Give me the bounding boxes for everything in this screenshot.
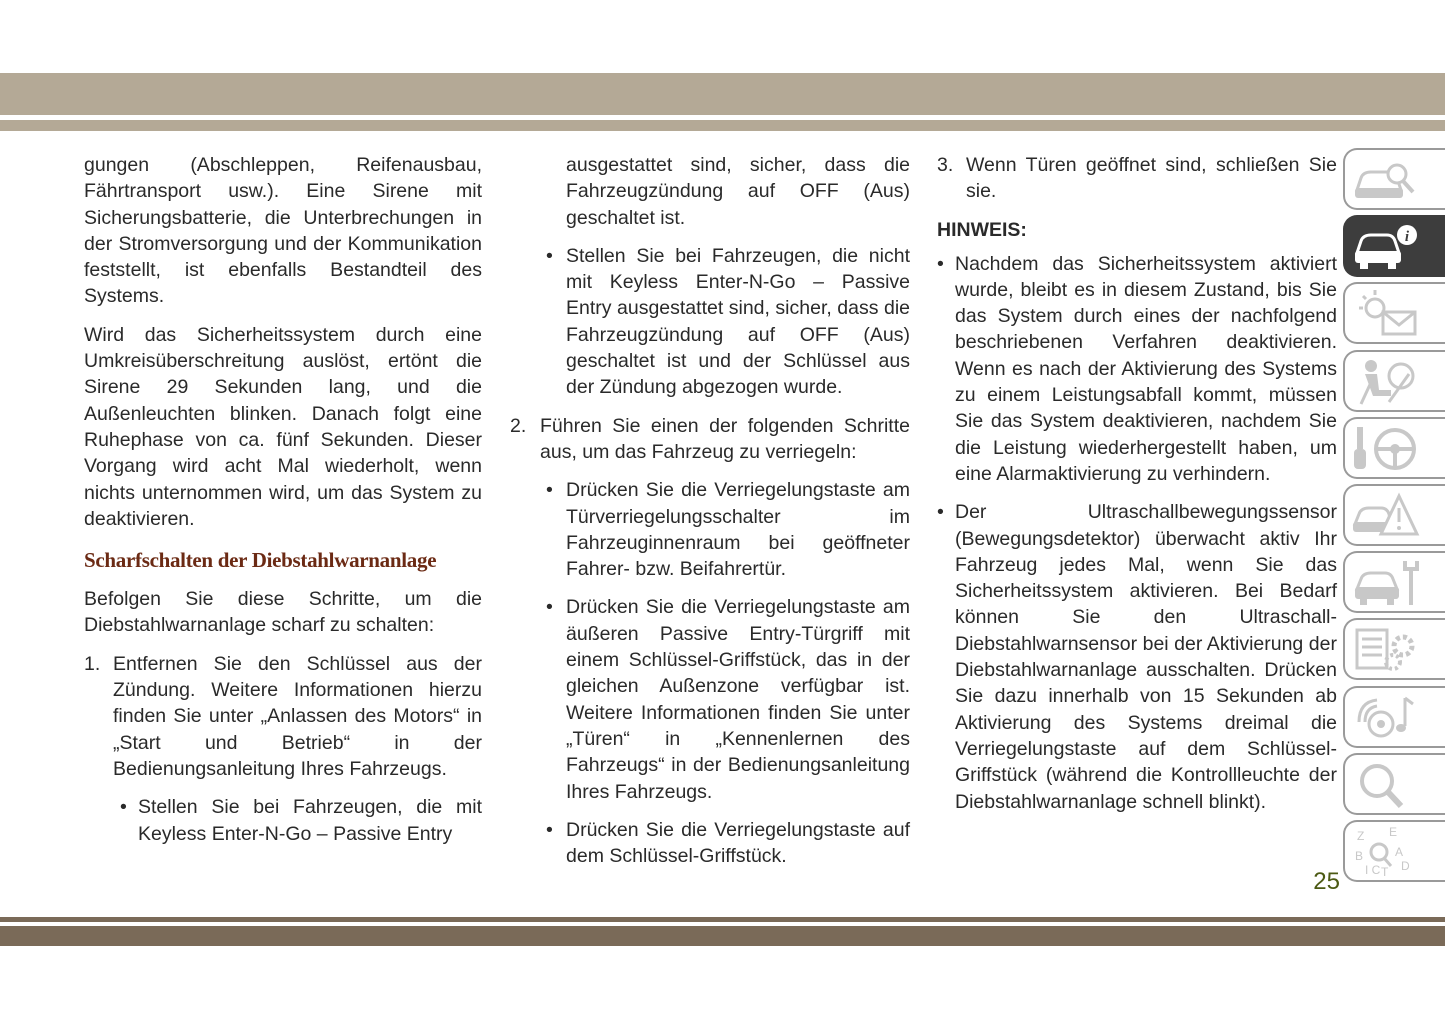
tab-car-info[interactable] bbox=[1343, 215, 1445, 277]
numbered-step bbox=[84, 651, 482, 782]
bullet-marker: • bbox=[546, 479, 553, 502]
bullet-text: Drücken Sie die Verriegelungstaste am Türverriegelungsschalter im Fahrzeuginnenraum bei geöffneter Fahrer- bzw. Beifahrertür. bbox=[566, 479, 910, 581]
step-number: 2. bbox=[510, 414, 527, 437]
specs-gear-icon bbox=[1351, 624, 1421, 676]
tab-technical-specs[interactable] bbox=[1343, 618, 1445, 680]
car-wrench-icon bbox=[1351, 557, 1421, 609]
column-1 bbox=[84, 152, 482, 859]
svg-text:B: B bbox=[1355, 848, 1364, 863]
bullet-item bbox=[546, 594, 910, 804]
bullet-item bbox=[120, 794, 482, 847]
svg-text:E: E bbox=[1389, 825, 1398, 839]
bullet-marker: • bbox=[937, 252, 944, 275]
section-heading: Scharfschalten der Diebstahlwarnanlage bbox=[84, 548, 437, 573]
index-search-icon bbox=[1351, 759, 1421, 811]
bullet-text: Drücken Sie die Verriegelungstaste auf dem Schlüssel-Griffstück. bbox=[566, 818, 910, 868]
bullet-marker: • bbox=[937, 501, 944, 524]
bullet-text: Drücken Sie die Verriegelungstaste am äußeren Passive Entry-Türgriff mit einem Schlüssel-Griffstück, das in der gleichen Außenzone verfügbar ist. Weitere Informationen finden Sie unter „Türen“ in „Kennenlernen des Fahrzeugs“ in der Bedienungsanleitung Ihres Fahrzeugs. bbox=[566, 596, 910, 803]
alphabet-index-icon bbox=[1351, 826, 1421, 878]
numbered-step bbox=[510, 413, 910, 466]
tab-servicing[interactable] bbox=[1343, 551, 1445, 613]
tab-multimedia[interactable] bbox=[1343, 686, 1445, 748]
numbered-step bbox=[937, 152, 1337, 205]
footer-band bbox=[0, 926, 1445, 946]
multimedia-icon bbox=[1351, 692, 1421, 744]
bullet-marker: • bbox=[546, 818, 553, 841]
airbag-seat-icon bbox=[1351, 356, 1421, 408]
bullet-text: Der Ultraschallbewegungssensor (Bewegungsdetektor) überwacht aktiv Ihr Fahrzeug jedes Mal, wenn Sie das Sicherheitssystem aktivieren. Bei Bedarf können Sie den Ultraschall-Diebstahlwarnsensor bei der Aktivierung der Diebstahlwarnanlage ausschalten. Drücken Sie dazu innerhalb von 15 Sekunden ab Aktivierung des Systems dreimal die Verriegelungstaste auf dem Schlüssel-Griffstück (während die Kontrollleuchte der Diebstahlwarnanlage schnell blinkt). bbox=[955, 501, 1337, 813]
bullet-item bbox=[546, 817, 910, 870]
car-warning-triangle-icon bbox=[1351, 490, 1421, 542]
note-bullet bbox=[937, 499, 1337, 815]
step-text: Führen Sie einen der folgenden Schritte aus, um das Fahrzeug zu verriegeln: bbox=[540, 414, 910, 463]
svg-text:A: A bbox=[1395, 844, 1404, 859]
column-3 bbox=[937, 152, 1337, 827]
warning-light-message-icon bbox=[1351, 288, 1421, 340]
car-info-icon bbox=[1351, 221, 1421, 273]
step-text: Entfernen Sie den Schlüssel aus der Zündung. Weitere Informationen hierzu finden Sie unter „Anlassen des Motors“ in „Start und Betrieb“ in der Bedienungsanleitung Ihres Fahrzeugs. bbox=[113, 652, 482, 780]
page-number: 25 bbox=[1313, 868, 1340, 895]
bullet-text: Stellen Sie bei Fahrzeugen, die nicht mit Keyless Enter-N-Go – Passive Entry ausgestattet sind, sicher, dass die Fahrzeugzündung auf OFF (Aus) geschaltet ist und der Schlüssel aus der Zündung abgezogen wurde. bbox=[566, 244, 910, 399]
footer-rule bbox=[0, 917, 1445, 922]
svg-text:Z: Z bbox=[1357, 828, 1365, 843]
header-rule bbox=[0, 120, 1445, 131]
key-steering-wheel-icon bbox=[1351, 423, 1421, 475]
step-number: 1. bbox=[84, 652, 101, 675]
bullet-text: Stellen Sie bei Fahrzeugen, die mit Keyless Enter-N-Go – Passive Entry bbox=[138, 796, 482, 845]
bullet-continuation bbox=[546, 152, 910, 231]
tab-alphabet-index[interactable] bbox=[1343, 820, 1445, 882]
svg-text:I C: I C bbox=[1365, 862, 1381, 877]
bullet-text: ausgestattet sind, sicher, dass die Fahrzeugzündung auf OFF (Aus) geschaltet ist. bbox=[566, 154, 910, 229]
column-2 bbox=[510, 152, 910, 881]
bullet-marker: • bbox=[546, 244, 553, 267]
tab-starting-driving[interactable] bbox=[1343, 417, 1445, 479]
tab-index-search[interactable] bbox=[1343, 753, 1445, 815]
bullet-marker: • bbox=[546, 596, 553, 619]
svg-text:i: i bbox=[1404, 229, 1410, 246]
svg-text:T: T bbox=[1381, 864, 1389, 878]
header-band bbox=[0, 73, 1445, 115]
bullet-item bbox=[546, 477, 910, 582]
tab-warning-lights[interactable] bbox=[1343, 282, 1445, 344]
paragraph: Wird das Sicherheitssystem durch eine Umkreisüberschreitung auslöst, ertönt die Sirene 29 Sekunden lang, und die Außenleuchten blinken. Danach folgt eine Ruhephase von ca. fünf Sekunden. Dieser Vorgang wird acht Mal wiederholt, wenn nichts unternommen wird, um das System zu deaktivieren. bbox=[84, 323, 482, 530]
paragraph: Befolgen Sie diese Schritte, um die Diebstahlwarnanlage scharf zu schalten: bbox=[84, 588, 482, 637]
tab-car-search[interactable] bbox=[1343, 148, 1445, 210]
paragraph: gungen (Abschleppen, Reifenausbau, Fährtransport usw.). Eine Sirene mit Sicherungsbatterie, die Unterbrechungen in der Stromversorgung und der Kommunikation feststellt, ist ebenfalls Bestandteil des Systems. bbox=[84, 154, 482, 308]
chapter-tabs bbox=[1343, 148, 1445, 887]
tab-safety[interactable] bbox=[1343, 350, 1445, 412]
note-heading: HINWEIS: bbox=[937, 218, 1027, 241]
bullet-text: Nachdem das Sicherheitssystem aktiviert wurde, bleibt es in diesem Zustand, bis Sie das System durch eines der nachfolgend beschriebenen Verfahren deaktivieren. Wenn es nach der Aktivierung des Systems zu einem Leistungsabfall kommt, müssen Sie das System deaktivieren, nachdem Sie die Leistung wiederhergestellt haben, um eine Alarmaktivierung zu verhindern. bbox=[955, 252, 1337, 485]
step-number: 3. bbox=[937, 154, 954, 176]
tab-emergency[interactable] bbox=[1343, 484, 1445, 546]
step-text: Wenn Türen geöffnet sind, schließen Sie sie. bbox=[966, 154, 1337, 203]
car-search-icon bbox=[1351, 154, 1421, 206]
bullet-item bbox=[546, 243, 910, 401]
svg-text:D: D bbox=[1401, 858, 1410, 873]
note-bullet bbox=[937, 251, 1337, 488]
bullet-marker: • bbox=[120, 796, 127, 819]
